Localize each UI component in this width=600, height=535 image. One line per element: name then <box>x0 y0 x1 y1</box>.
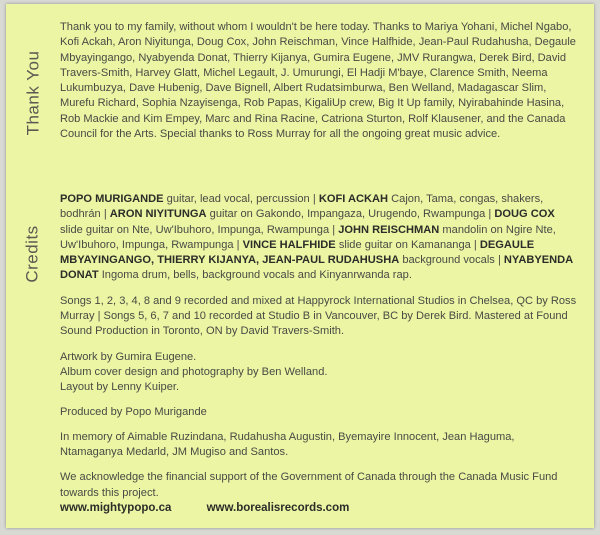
funding-acknowledgement: We acknowledge the financial support of the Government of Canada through the Canada Music Fund towards this project. <box>60 471 558 499</box>
thank-you-paragraph: Thank you to my family, without whom I wouldn't be here today. Thanks to Mariya Yohani, Michel Ngabo, Kofi Ackah, Aron Niyitunga, Doug Cox, John Reischman, Vince Halfhide, Jean-Paul Rudahusha, Degaule Mbyayingango, Nyabyenda Donat, Thierry Kijanya, Gumira Eugene, JMV Rurangwa, Derek Bird, David Travers-Smith, Harvey Glatt, Michel Legault, J. Umurungi, El Hadji M'baye, Clarence Smith, Neema Lukumbuzya, Dave Hubenig, Dave Bignell, Albert Rudatsimburwa, Ben Welland, Madagascar Slim, Murefu Richard, Sophia Nzayisenga, Rob Papas, KigaliUp crew, Big It Up family, Nyirabahinde Hasina, Rob Mackie and Kim Empey, Marc and Rina Racine, Catriona Sturton, Rolf Klausener, and the Canada Council for the Arts. Special thanks to Ross Murray for all the ongoing great music advice. <box>60 21 576 141</box>
thank-you-side-label: Thank You <box>23 50 43 136</box>
cd-booklet-page <box>6 4 594 528</box>
credits-side-label: Credits <box>23 225 43 283</box>
in-memoriam: In memory of Aimable Ruzindana, Rudahusha Augustin, Byemayire Innocent, Jean Haguma, Ntamaganya Medarld, JM Mugiso and Santos. <box>60 430 515 459</box>
website-link-mightypopo: www.mightypopo.ca <box>60 502 172 514</box>
website-link-borealis: www.borealisrecords.com <box>206 502 350 514</box>
musician-credits: POPO MURIGANDE guitar, lead vocal, percussion | KOFI ACKAH Cajon, Tama, congas, shakers, bodhrán | ARON NIYITUNGA guitar on Gakondo, Impangaza, Urugendo, Rwampunga | DOUG COX slide guitar on Nte, Uw'Ibuhoro, Impunga, Rwampunga | JOHN REISCHMAN mandolin on Ngire Nte, Uw'Ibuhoro, Impunga, Rwampunga | VINCE HALFHIDE slide guitar on Kamananga | DEGAULE MBYAYINGANGO, THIERRY KIJANYA, JEAN-PAUL RUDAHUSHA background vocals | NYABYENDA DONAT Ingoma drum, bells, background vocals and Kinyanrwanda rap. <box>60 193 573 282</box>
producer-credit: Produced by Popo Murigande <box>60 405 207 418</box>
credits-section <box>60 192 580 511</box>
footer-links <box>60 502 381 514</box>
artwork-credits: Artwork by Gumira Eugene. Album cover design and photography by Ben Welland. Layout by Lenny Kuiper. <box>60 350 328 394</box>
recording-info: Songs 1, 2, 3, 4, 8 and 9 recorded and mixed at Happyrock International Studios in Chelsea, QC by Ross Murray | Songs 5, 6, 7 and 10 recorded at Studio B in Vancouver, BC by Derek Bird. Mastered at Found Sound Production in Toronto, ON by David Travers-Smith. <box>60 294 577 338</box>
